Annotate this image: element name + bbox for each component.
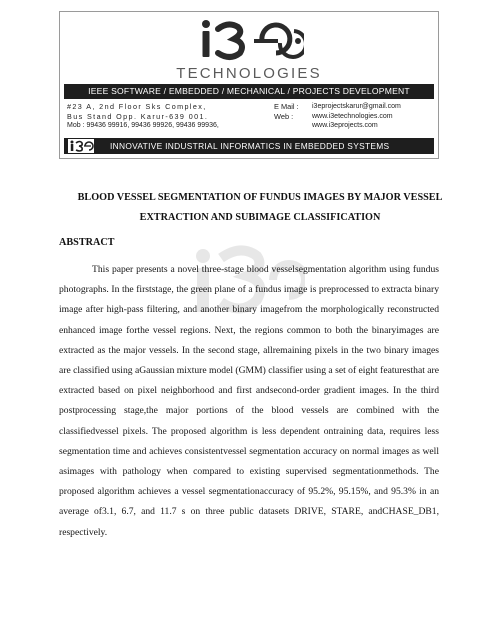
tagline-text: INNOVATIVE INDUSTRIAL INFORMATICS IN EMBEDDED SYSTEMS: [110, 141, 390, 151]
brand-subtitle: TECHNOLOGIES: [176, 65, 322, 82]
paper-title-line-1: BLOOD VESSEL SEGMENTATION OF FUNDUS IMAGES BY MAJOR VESSEL: [77, 192, 443, 203]
letterhead: [59, 11, 439, 159]
address-line-2: Bus Stand Opp. Karur-639 001.: [67, 111, 209, 121]
web-value: www.i3etechnologies.com: [312, 112, 393, 120]
email-label: E Mail :: [274, 102, 299, 111]
contact-values: [312, 102, 436, 131]
abstract-paragraph: This paper presents a novel three-stage blood vesselsegmentation algorithm using fundus photographs. In the firststage, the green plane of a fundus image is preprocessed to extracta binary image after high-pass filtering, and another binary imagefrom the morphologically reconstructed enhanced image forthe vessel regions. Next, the regions common to both the binaryimages are extracted as the major vessels. In the second stage, allremaining pixels in the two binary images are classified using aGaussian mixture model (GMM) classifier using a set of eight featuresthat are extracted based on pixel neighborhood and first andsecond-order gradient images. In the third postprocessing stage,the major portions of the blood vessels are combined with the classifiedvessel pixels. The proposed algorithm is less dependent ontraining data, requires less segmentation time and achieves consistentvessel segmentation accuracy on normal images as well asimages with pathology when compared to existing supervised segmentationmethods. The proposed algorithm achieves a vessel segmentationaccuracy of 95.2%, 95.15%, and 95.3% in an average of3.1, 6.7, and 11.7 s on three public datasets DRIVE, STARE, andCHASE_DB1, respectively.: [59, 264, 439, 538]
web-label: Web :: [274, 111, 294, 121]
services-banner: IEEE SOFTWARE / EMBEDDED / MECHANICAL / PROJECTS DEVELOPMENT: [64, 84, 434, 99]
tagline-banner: [64, 138, 434, 154]
company-address: [67, 102, 267, 131]
i3e-logo-icon: [194, 17, 304, 62]
abstract-heading: ABSTRACT: [59, 237, 115, 248]
address-line-1: #23 A, 2nd Floor Sks Complex,: [67, 102, 207, 111]
mini-logo-icon: [68, 139, 94, 153]
email-value: i3eprojectskarur@gmail.com: [312, 103, 401, 110]
company-logo: [60, 17, 438, 62]
mobile-numbers: Mob : 99436 99916, 99436 99926, 99436 99936,: [67, 122, 219, 130]
paper-title-line-2: EXTRACTION AND SUBIMAGE CLASSIFICATION: [139, 212, 381, 223]
web-value-2: www.i3eprojects.com: [312, 122, 378, 130]
